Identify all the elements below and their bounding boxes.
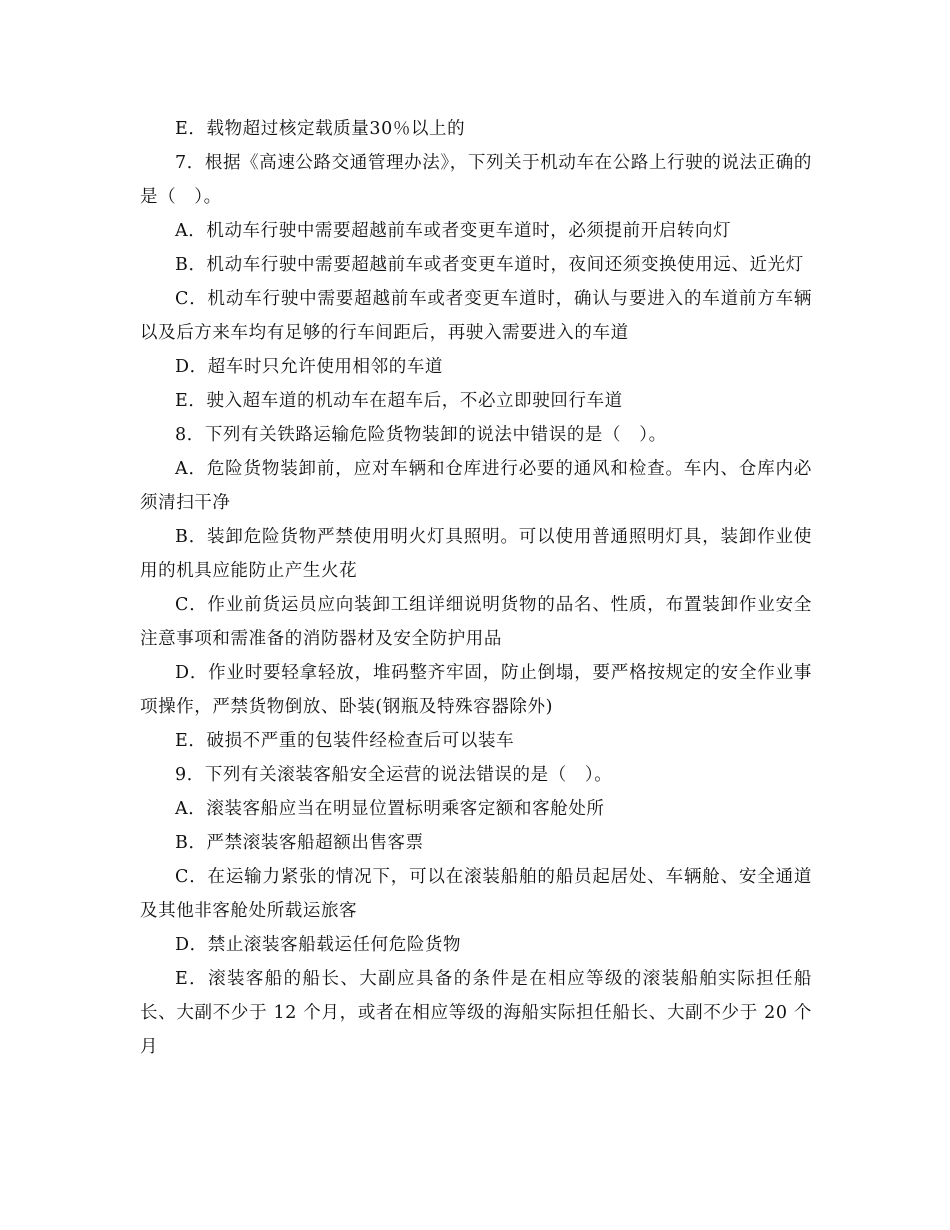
paragraph-option-b-q9: B．严禁滚装客船超额出售客票 bbox=[175, 833, 424, 853]
paragraph-question-8: 8．下列有关铁路运输危险货物装卸的说法中错误的是（ ）。 bbox=[175, 425, 667, 445]
paragraph-option-d-q7: D．超车时只允许使用相邻的车道 bbox=[175, 357, 444, 377]
paragraph-option-c-q7: C．机动车行驶中需要超越前车或者变更车道时，确认与要进入的车道前方车辆以及后方来车均有足够的行车间距后，再驶入需要进入的车道 bbox=[140, 289, 812, 343]
paragraph-option-e-q6: E．载物超过核定载质量30％以上的 bbox=[175, 119, 466, 139]
paragraph-option-e-q8: E．破损不严重的包装件经检查后可以装车 bbox=[175, 731, 515, 751]
paragraph-option-d-q9: D．禁止滚装客船载运任何危险货物 bbox=[175, 935, 462, 955]
document-body bbox=[140, 112, 812, 1064]
paragraph-option-c-q9: C．在运输力紧张的情况下，可以在滚装船舶的船员起居处、车辆舱、安全通道及其他非客舱处所载运旅客 bbox=[140, 867, 812, 921]
paragraph-option-e-q9: E．滚装客船的船长、大副应具备的条件是在相应等级的滚装船舶实际担任船长、大副不少于 12 个月，或者在相应等级的海船实际担任船长、大副不少于 20 个月 bbox=[140, 969, 812, 1057]
paragraph-option-a-q8: A．危险货物装卸前，应对车辆和仓库进行必要的通风和检查。车内、仓库内必须清扫干净 bbox=[140, 459, 812, 513]
paragraph-option-b-q7: B．机动车行驶中需要超越前车或者变更车道时，夜间还须变换使用远、近光灯 bbox=[175, 255, 804, 275]
paragraph-option-a-q9: A．滚装客船应当在明显位置标明乘客定额和客舱处所 bbox=[175, 799, 605, 819]
paragraph-option-b-q8: B．装卸危险货物严禁使用明火灯具照明。可以使用普通照明灯具，装卸作业使用的机具应能防止产生火花 bbox=[140, 527, 812, 581]
paragraph-question-9: 9．下列有关滚装客船安全运营的说法错误的是（ ）。 bbox=[175, 765, 613, 785]
paragraph-question-7: 7．根据《高速公路交通管理办法》，下列关于机动车在公路上行驶的说法正确的是（ ）。 bbox=[140, 153, 812, 207]
paragraph-option-a-q7: A．机动车行驶中需要超越前车或者变更车道时，必须提前开启转向灯 bbox=[175, 221, 732, 241]
paragraph-option-c-q8: C．作业前货运员应向装卸工组详细说明货物的品名、性质，布置装卸作业安全注意事项和需准备的消防器材及安全防护用品 bbox=[140, 595, 812, 649]
paragraph-option-e-q7: E．驶入超车道的机动车在超车后，不必立即驶回行车道 bbox=[175, 391, 623, 411]
paragraph-option-d-q8: D．作业时要轻拿轻放，堆码整齐牢固，防止倒塌，要严格按规定的安全作业事项操作，严禁货物倒放、卧装(钢瓶及特殊容器除外) bbox=[140, 663, 812, 717]
